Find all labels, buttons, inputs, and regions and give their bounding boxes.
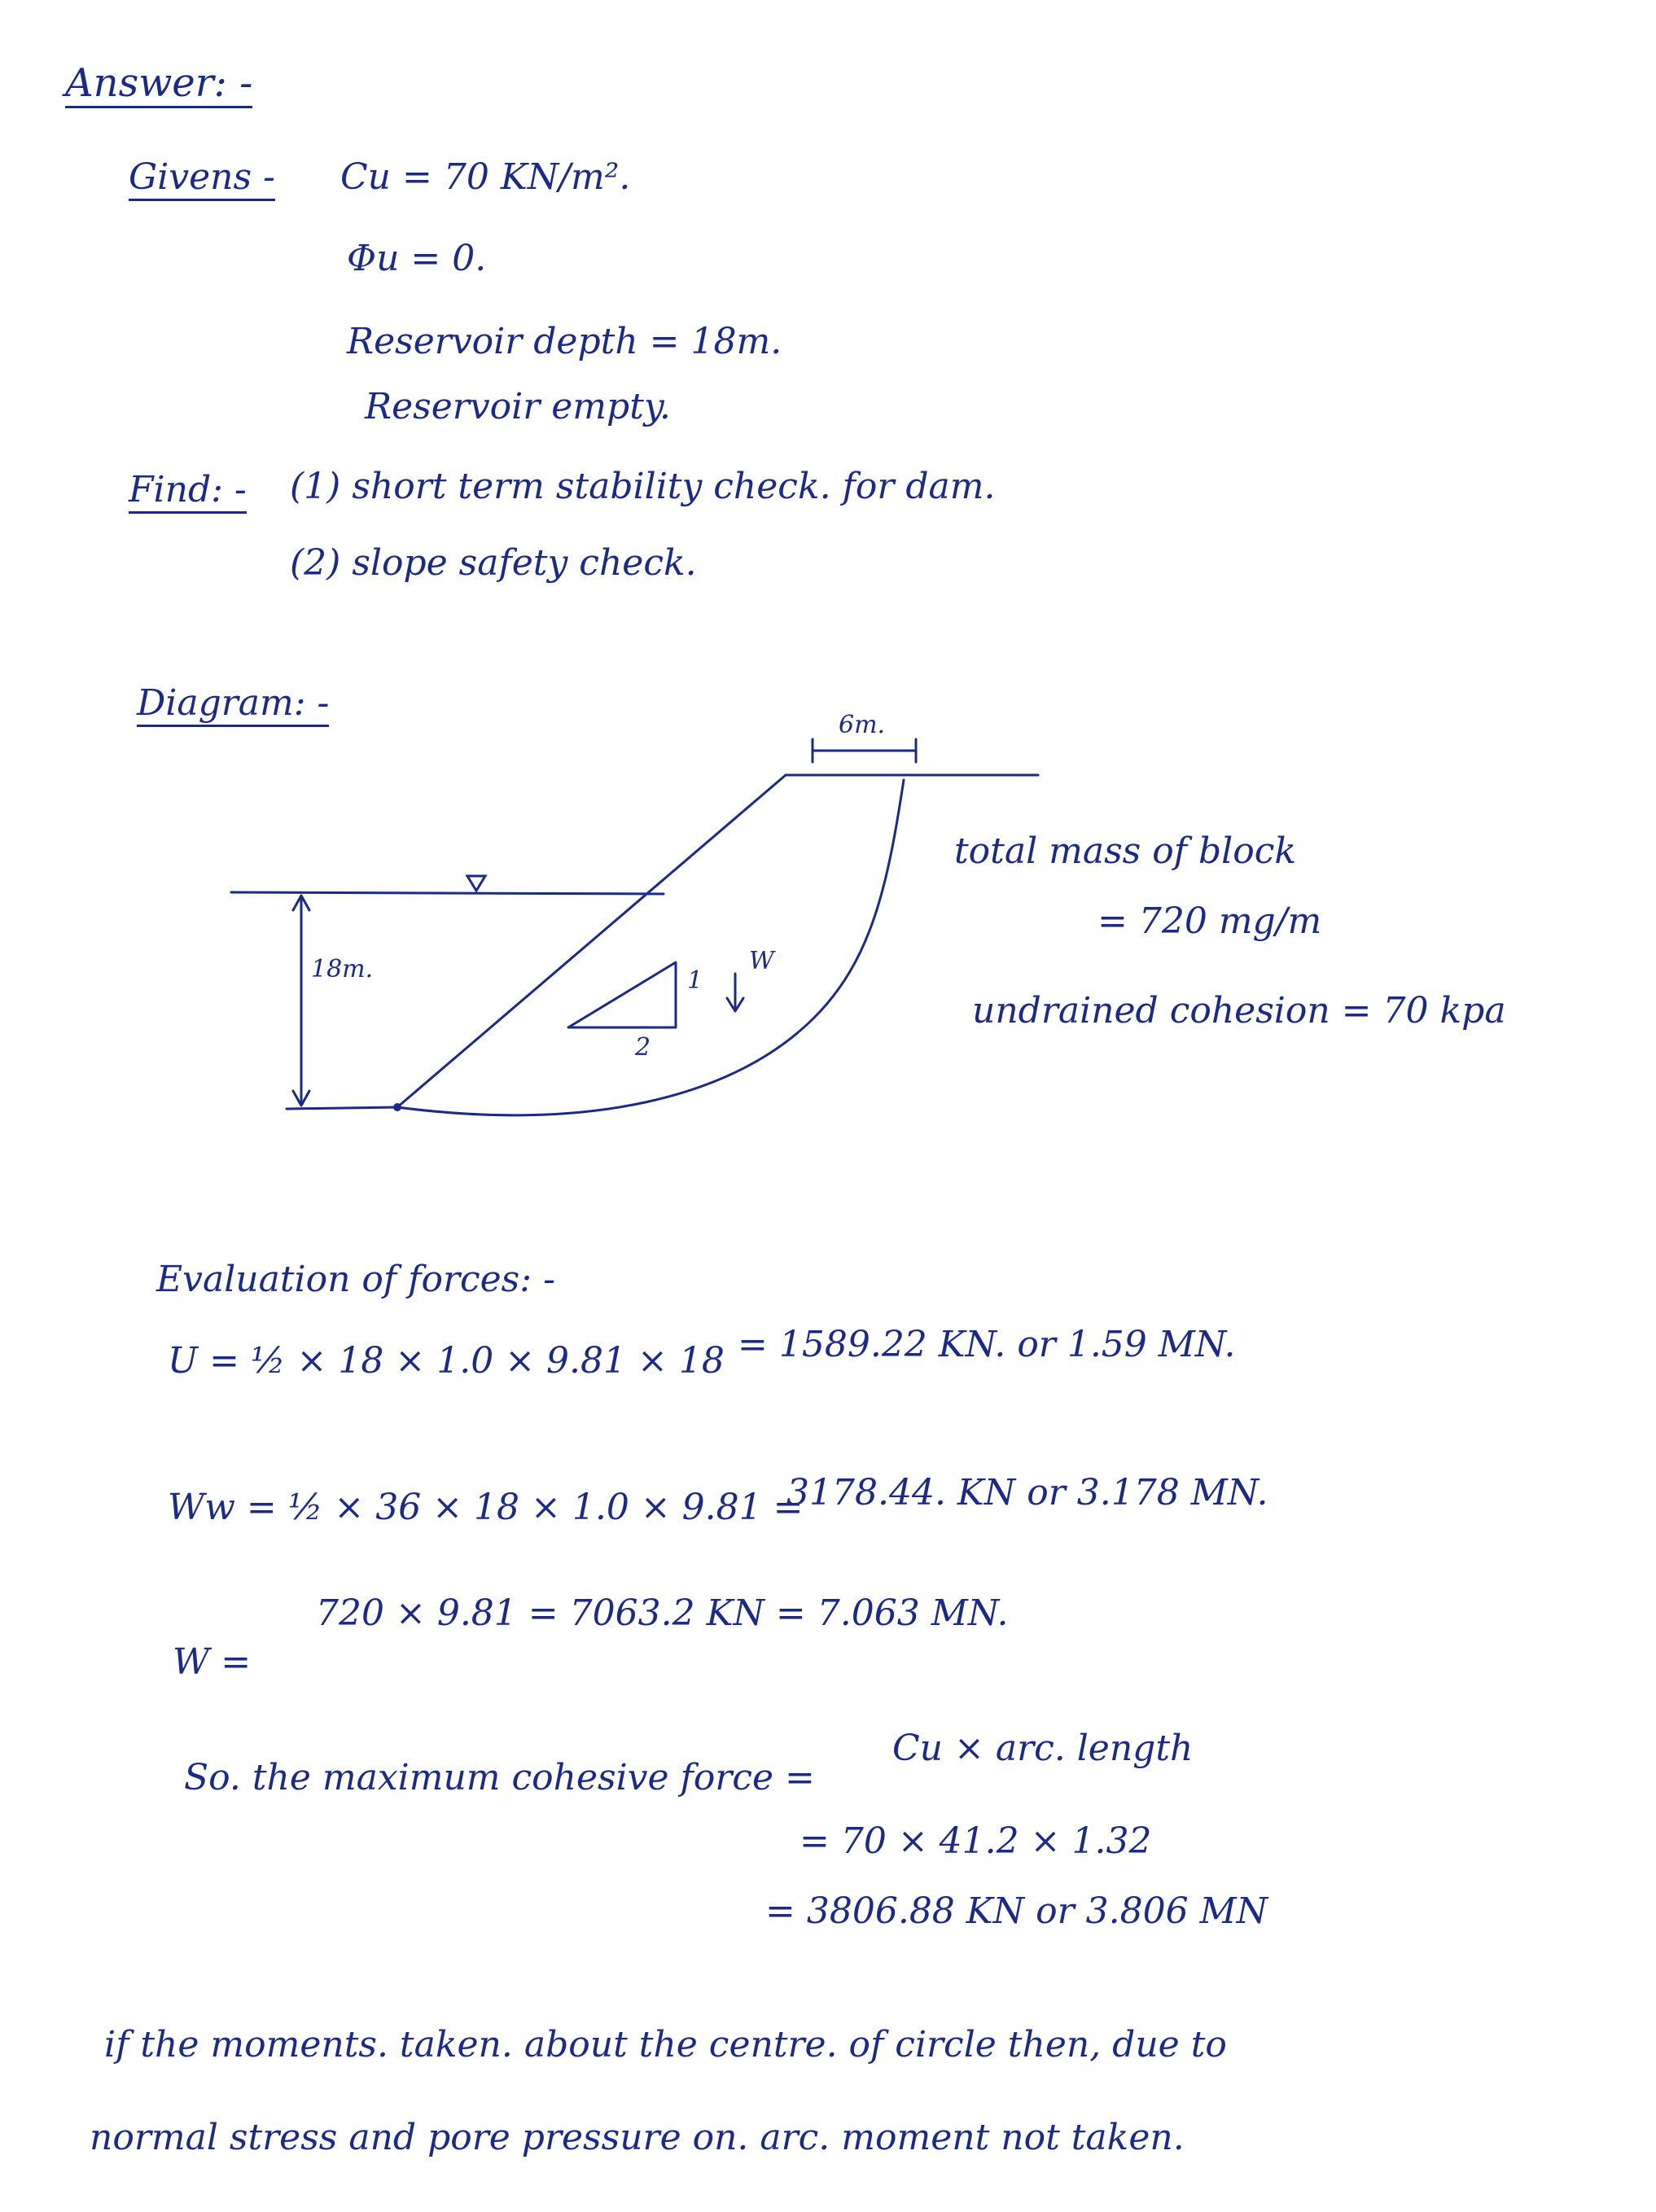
eq-ww-rhs: 3178.44. KN or 3.178 MN.	[786, 1472, 1268, 1513]
slip-circle-arc	[397, 780, 904, 1115]
cohesive-force-lhs: So. the maximum cohesive force =	[184, 1757, 815, 1798]
eq-u-rhs: = 1589.22 KN. or 1.59 MN.	[738, 1324, 1236, 1365]
given-phi: Φu = 0.	[347, 238, 487, 279]
base-line	[287, 1107, 397, 1109]
eq-ww-lhs: Ww = ½ × 36 × 18 × 1.0 × 9.81 =	[168, 1487, 804, 1528]
given-empty: Reservoir empty.	[365, 386, 671, 427]
evaluation-heading: Evaluation of forces: -	[156, 1259, 555, 1300]
top-width-dimension	[813, 739, 916, 762]
cohesion-label: undrained cohesion = 70 kpa	[972, 990, 1506, 1032]
eq-u-lhs: U = ½ × 18 × 1.0 × 9.81 × 18	[168, 1340, 725, 1382]
depth-label: 18m.	[311, 955, 374, 983]
givens-label: Givens -	[129, 160, 275, 201]
slope-vertical-label: 1	[687, 966, 703, 995]
find-item-2: (2) slope safety check.	[290, 542, 697, 584]
mass-line-2: = 720 mg/m	[1097, 900, 1322, 942]
find-label: Find: -	[129, 472, 247, 514]
water-level-symbol	[467, 876, 485, 891]
find-item-1: (1) short term stability check. for dam.	[290, 466, 996, 507]
toe-point	[393, 1103, 401, 1111]
water-surface-line	[231, 892, 664, 894]
cohesive-force-step-2: = 70 × 41.2 × 1.32	[800, 1820, 1152, 1862]
eq-w-lhs: W =	[173, 1641, 252, 1683]
slope-triangle	[568, 962, 676, 1027]
weight-label: W	[749, 947, 774, 975]
slope-face	[397, 775, 786, 1107]
weight-arrow	[727, 974, 743, 1011]
cohesive-force-step-3: = 3806.88 KN or 3.806 MN	[765, 1890, 1268, 1932]
cohesive-force-rhs: Cu × arc. length	[892, 1728, 1194, 1769]
diagram-heading: Diagram: -	[137, 686, 329, 727]
answer-heading: Answer: -	[65, 64, 252, 108]
slope-horizontal-label: 2	[635, 1033, 651, 1062]
given-cu: Cu = 70 KN/m².	[340, 156, 631, 198]
eq-w-rhs: 720 × 9.81 = 7063.2 KN = 7.063 MN.	[316, 1592, 1009, 1634]
top-width-label: 6m.	[839, 711, 886, 739]
note-line-1: if the moments. taken. about the centre. of circle then, due to	[104, 2024, 1227, 2065]
mass-line-1: total mass of block	[954, 830, 1297, 872]
given-depth: Reservoir depth = 18m.	[347, 321, 782, 362]
note-line-2: normal stress and pore pressure on. arc. moment not taken.	[90, 2117, 1185, 2158]
